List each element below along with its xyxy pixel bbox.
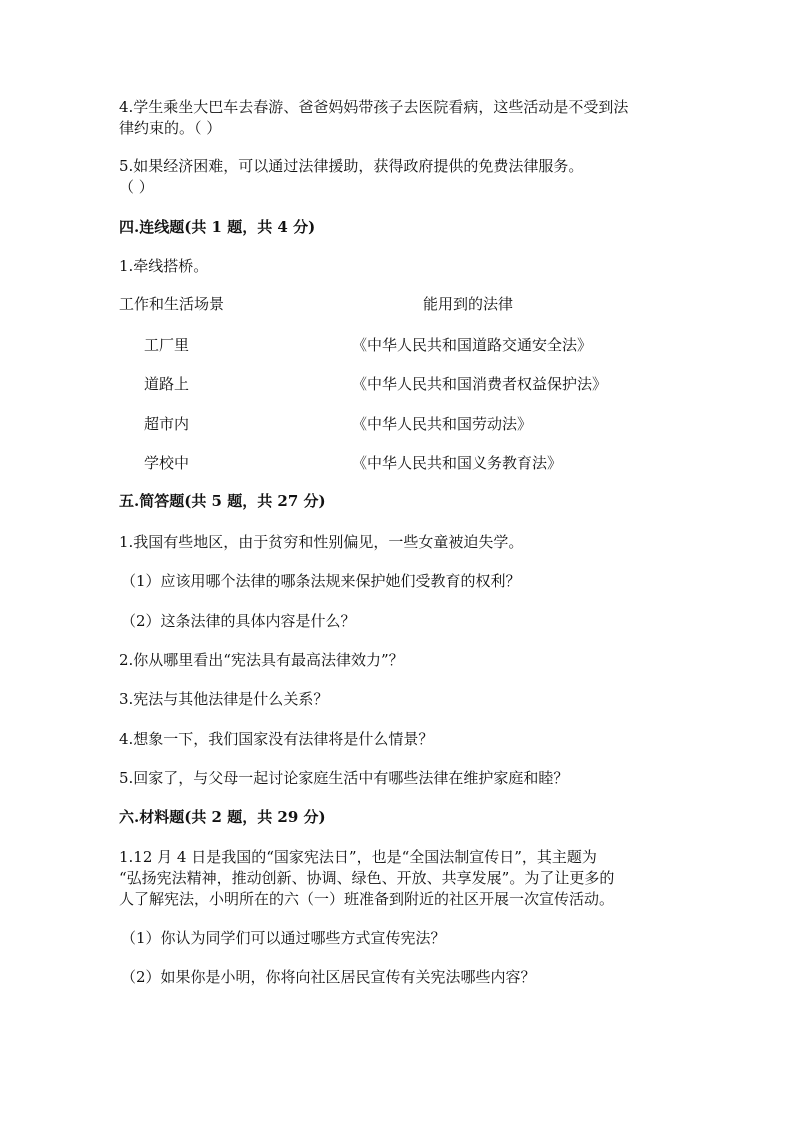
- section-6-question-1-sub-1: （1）你认为同学们可以通过哪些方式宣传宪法？: [121, 929, 446, 947]
- section-5-question-1-sub-1: （1）应该用哪个法律的哪条法规来保护她们受教育的权利？: [121, 572, 521, 590]
- matching-left-item-3: 超市内: [144, 415, 190, 433]
- section-6-question-1-sub-2: （2）如果你是小明，你将向社区居民宣传有关宪法哪些内容？: [121, 968, 536, 986]
- section-5-question-1: 1.我国有些地区，由于贫穷和性别偏见，一些女童被迫失学。: [119, 533, 524, 551]
- question-5-line-1: 5.如果经济困难，可以通过法律援助，获得政府提供的免费法律服务。: [119, 157, 584, 175]
- section-5-question-4: 4.想象一下，我们国家没有法律将是什么情景？: [119, 730, 434, 748]
- matching-left-item-4: 学校中: [144, 454, 190, 472]
- question-4-line-1: 4.学生乘坐大巴车去春游、爸爸妈妈带孩子去医院看病，这些活动是不受到法: [119, 98, 629, 116]
- question-4-line-2: 律约束的。（ ）: [119, 119, 222, 137]
- section-5-heading: 五.简答题(共 5 题，共 27 分): [119, 492, 326, 510]
- matching-right-item-2: 《中华人民共和国消费者权益保护法》: [352, 375, 608, 393]
- section-4-heading: 四.连线题(共 1 题，共 4 分): [119, 218, 316, 236]
- section-5-question-3: 3.宪法与其他法律是什么关系？: [119, 690, 329, 708]
- matching-left-item-1: 工厂里: [144, 336, 190, 354]
- matching-left-item-2: 道路上: [144, 375, 190, 393]
- section-5-question-5: 5.回家了，与父母一起讨论家庭生活中有哪些法律在维护家庭和睦？: [119, 769, 569, 787]
- section-5-question-1-sub-2: （2）这条法律的具体内容是什么？: [121, 612, 356, 630]
- question-5-line-2: （ ）: [119, 178, 154, 196]
- section-6-question-1-line-3: 人了解宪法，小明所在的六（一）班准备到附近的社区开展一次宣传活动。: [119, 890, 615, 908]
- section-6-question-1-line-1: 1.12 月 4 日是我国的“国家宪法日”，也是“全国法制宣传日”，其主题为: [119, 848, 597, 866]
- section-5-question-2: 2.你从哪里看出“宪法具有最高法律效力”？: [119, 651, 404, 669]
- matching-left-column-header: 工作和生活场景: [119, 295, 225, 313]
- section-4-question-1: 1.牵线搭桥。: [119, 257, 209, 275]
- matching-right-item-3: 《中华人民共和国劳动法》: [352, 415, 533, 433]
- section-6-question-1-line-2: “弘扬宪法精神，推动创新、协调、绿色、开放、共享发展”。为了让更多的: [119, 869, 615, 887]
- section-6-heading: 六.材料题(共 2 题，共 29 分): [119, 808, 326, 826]
- matching-right-column-header: 能用到的法律: [423, 295, 514, 313]
- matching-right-item-1: 《中华人民共和国道路交通安全法》: [352, 336, 593, 354]
- matching-right-item-4: 《中华人民共和国义务教育法》: [352, 454, 563, 472]
